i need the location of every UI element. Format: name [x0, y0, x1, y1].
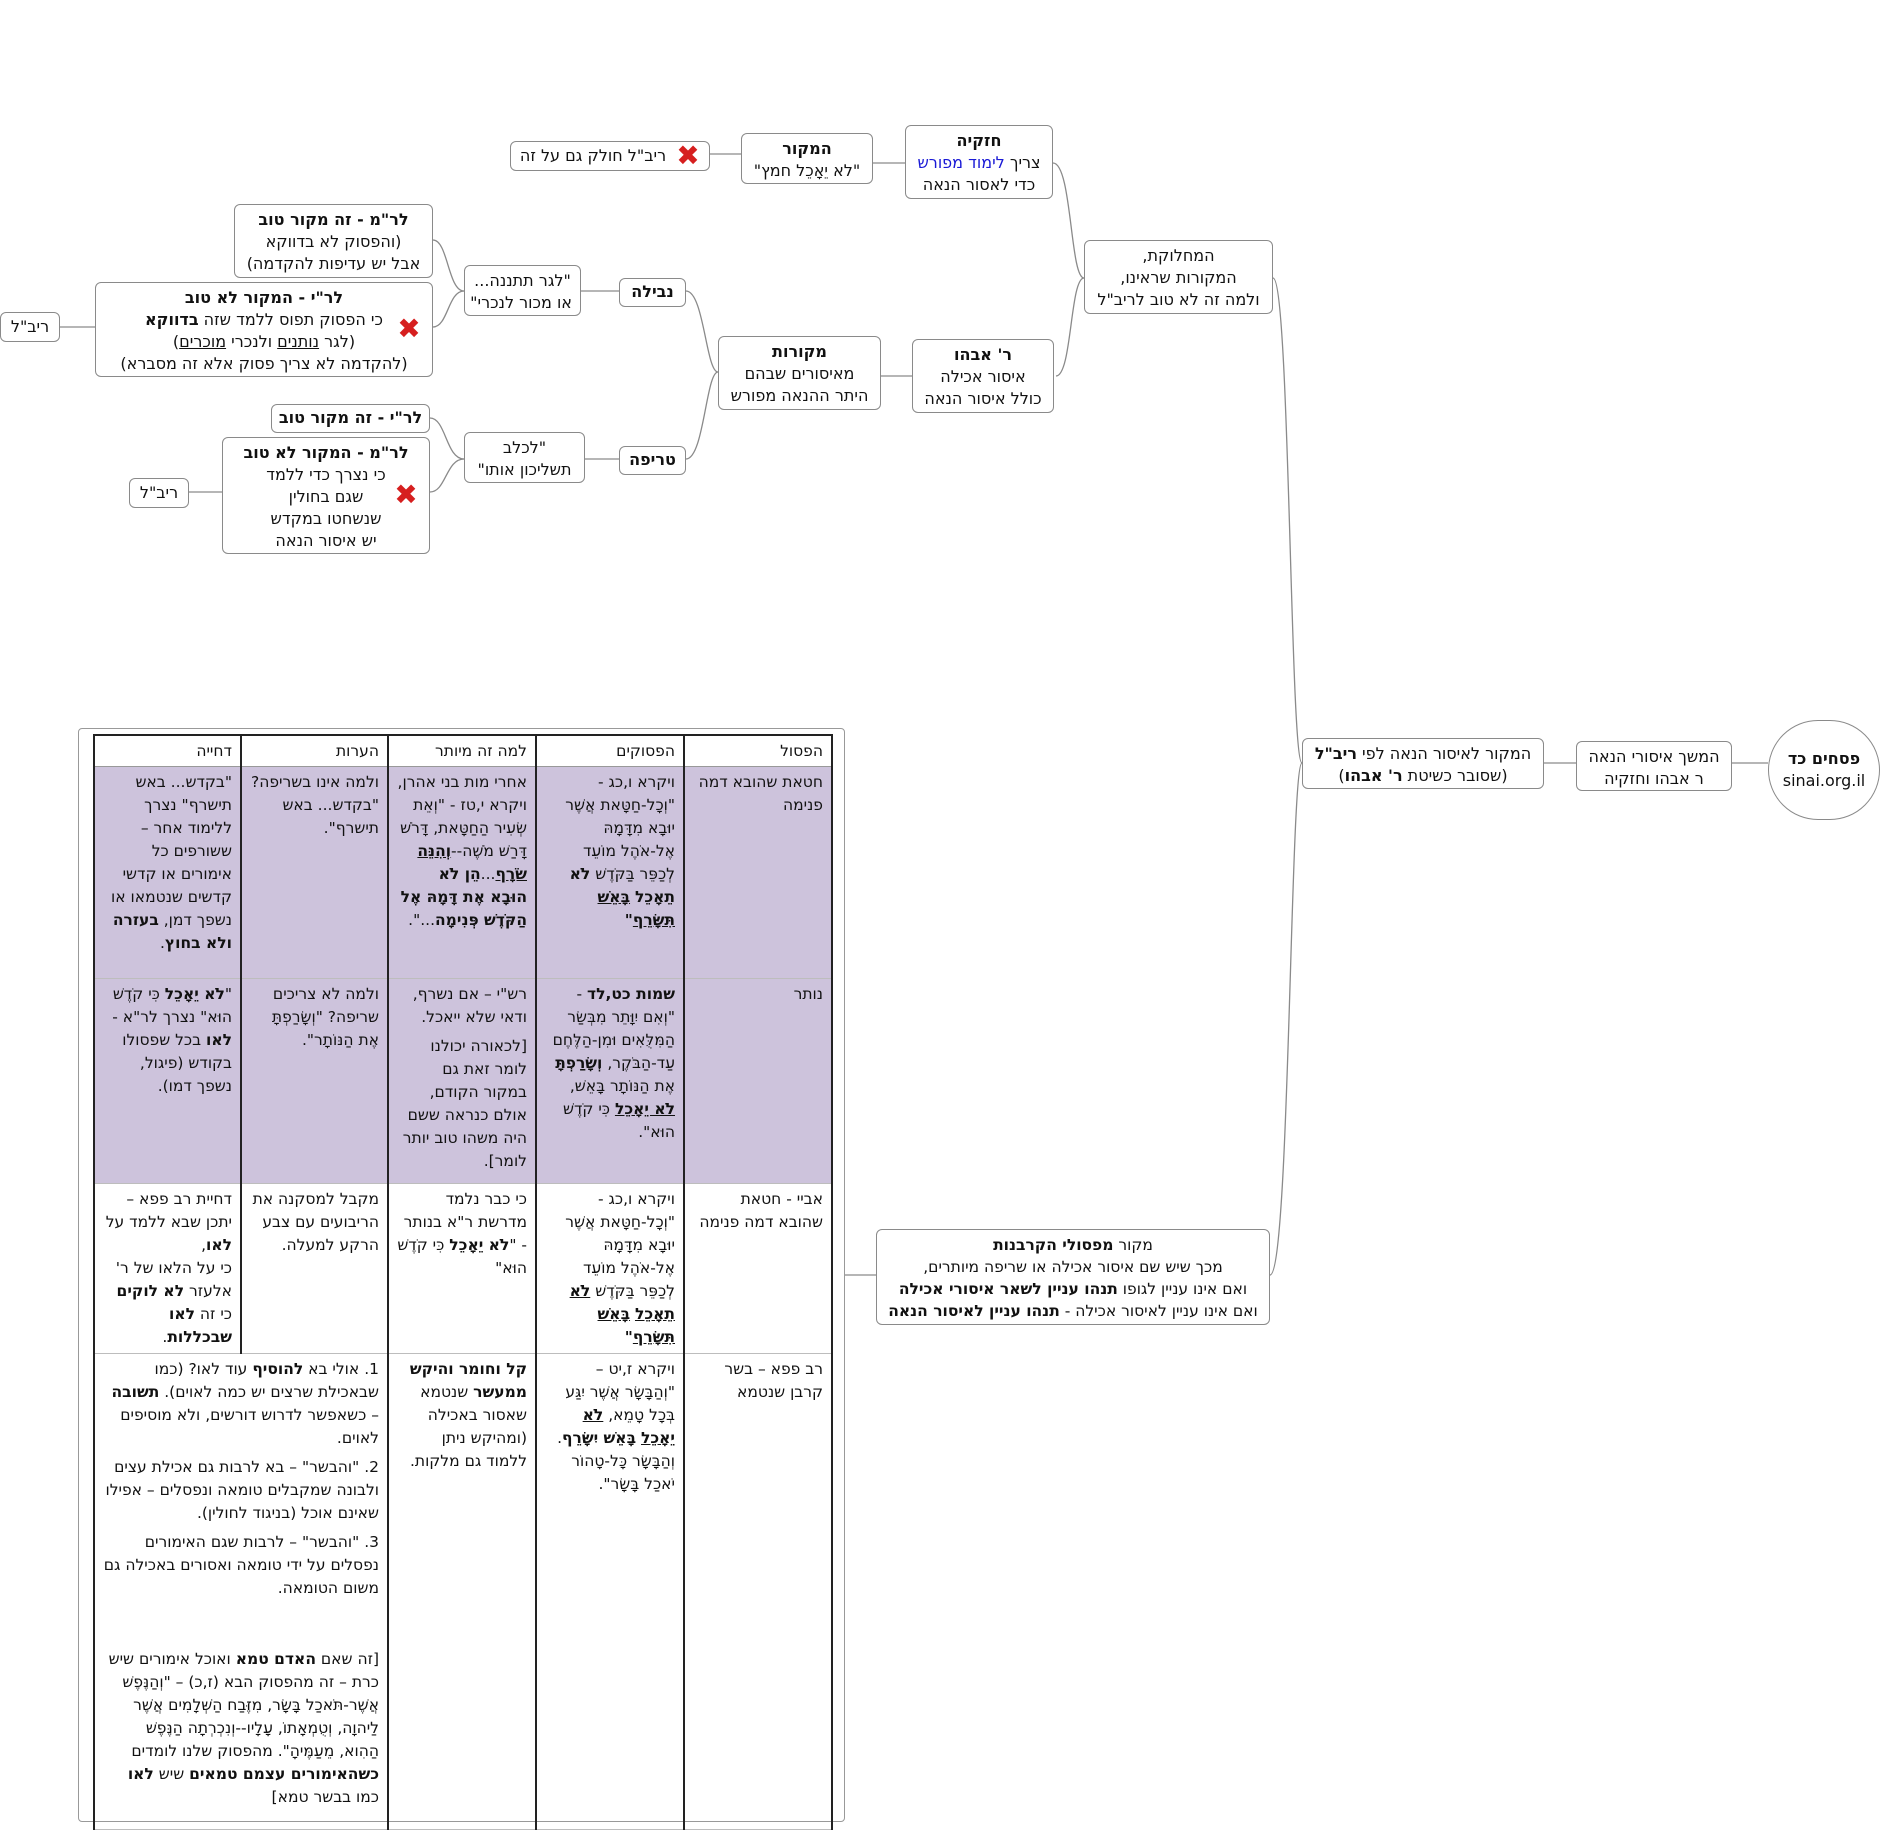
cell-haarot: ולמה אינו בשריפה? "בקדש... באש תישרף".: [241, 767, 388, 979]
header-dchiya: דחייה: [94, 735, 241, 767]
cell-pasul: אביי - חטאת שהובא דמה פנימה: [684, 1184, 832, 1354]
mekorot-node[interactable]: מקורות מאיסורים שבהם היתר ההנאה מפורש: [718, 336, 881, 410]
r-abahu-node[interactable]: ר' אבהו איסור אכילה כולל איסור הנאה: [912, 339, 1054, 413]
cell-psukim: שמות כט,לד - "וְאִם יִוָּתֵר מִבְּשַׂר הַמִּלֻּאִים וּמִן-הַלֶּחֶם עַד-הַבֹּקֶר, וְשָׂרַפְתָּ אֶת הַנּוֹתָר בָּאֵשׁ, לֹא יֵאָכֵל כִּי קֹדֶשׁ הוּא".: [536, 979, 684, 1184]
header-haarot: הערות: [241, 735, 388, 767]
root-title: פסחים כד: [1787, 749, 1861, 768]
header-pasul: הפסול: [684, 735, 832, 767]
ry-good-node[interactable]: לר"י - זה מקור טוב: [271, 404, 430, 433]
ribal-disputes-node[interactable]: ✖ ריב"ל חולק גם על זה: [510, 141, 710, 171]
source-ribal-node[interactable]: המקור לאיסור הנאה לפי ריב"ל (שסובר כשיטת ר' אבהו): [1302, 738, 1544, 789]
cell-dchiya: דחיית רב פפא – יתכן שבא ללמד על לאו, כי על הלאו של ר' אלעזר לא לוקים כי זה לאו שבכללות.: [94, 1184, 241, 1354]
table-row: [94, 979, 832, 1184]
cell-pasul: רב פפא – בשר קרבן שנטמא: [684, 1354, 832, 1830]
cell-meyuter: רש"י – אם נשרף, ודאי שלא ייאכל. [לכאורה יכולנו לומר זאת גם במקור הקודם, אולם כנראה ששם היה משהו טוב יותר לומר].: [388, 979, 536, 1184]
cell-haarot: ולמה לא צריכים שריפה? "וְשָׂרַפְתָּ אֶת הַנּוֹתָר".: [241, 979, 388, 1184]
cell-meyuter: כי כבר נלמד מדרשת ר"א בנותר - "לֹא יֵאָכֵל כִּי קֹדֶשׁ הוּא": [388, 1184, 536, 1354]
lakelev-node[interactable]: "לכלב תשליכון אותו": [464, 432, 585, 483]
rm-notgood-node[interactable]: ✖ לר"מ - המקור לא טוב כי נצרך כדי ללמד שגם בחולין שנשחטו במקדש יש איסור הנאה: [222, 437, 430, 554]
cell-psukim: ויקרא ו,כג - "וְכָל-חַטָּאת אֲשֶׁר יוּבָא מִדָּמָהּ אֶל-אֹהֶל מוֹעֵד לְכַפֵּר בַּקֹּדֶשׁ לֹא תֵאָכֵל בָּאֵשׁ תִּשָּׂרֵף": [536, 1184, 684, 1354]
root-site: sinai.org.il: [1782, 771, 1866, 790]
cell-dchiya: 1. אולי בא להוסיף עוד לאו? (כמו שבאכילת שרצים יש כמה לאוים). תשובה – כשאפשר לדרוש דורשים, ולא מוסיפים לאוים. 2. "והבשר" – בא לרבות גם אכילת עצים ולבונה שמקבלים טומאה ונפסלים – אפילו שאינם אוכל (בניגוד לחולין). 3. "והבשר" – לרבות שגם האימורים נפסלים על ידי טומאה ואסורים באכילה גם משום הטומאה. [זה שאם האדם טמא ואוכל אימורים שיש כרת – זה מהפסוק הבא (ז,כ) – "וְהַנֶּפֶשׁ אֲשֶׁר-תֹּאכַל בָּשָׂר, מִזֶּבַח הַשְּׁלָמִים אֲשֶׁר לַיהוָה, וְטֻמְאָתוֹ, עָלָיו--וְנִכְרְתָה הַנֶּפֶשׁ הַהִוא, מֵעַמֶּיהָ". מהפסוק שלנו לומדים כשהאימורים עצמם טמאים שיש לאו כמו בבשר טמא]: [94, 1354, 388, 1830]
cell-psukim: ויקרא ו,כג - "וְכָל-חַטָּאת אֲשֶׁר יוּבָא מִדָּמָהּ אֶל-אֹהֶל מוֹעֵד לְכַפֵּר בַּקֹּדֶשׁ לֹא תֵאָכֵל בָּאֵשׁ תִּשָּׂרֵף": [536, 767, 684, 979]
cell-pasul: נותר: [684, 979, 832, 1184]
table-header-row: [94, 735, 832, 767]
ribal-node-1[interactable]: ריב"ל: [0, 312, 60, 342]
table-row: [94, 1184, 832, 1354]
x-icon: ✖: [676, 139, 700, 172]
hizkiya-node[interactable]: חזקיה צריך לימוד מפורש כדי לאסור הנאה: [905, 125, 1053, 199]
table-row: [94, 1354, 832, 1830]
psulei-node[interactable]: מקור מפסולי הקרבנות מכך שיש שם איסור אכילה או שריפה מיותרים, ואם אינו עניין לגופו תנהו עניין לשאר איסורי אכילה ואם אינו עניין לאיסור אכילה - תנהו עניין לאיסור הנאה: [876, 1229, 1270, 1325]
ry-notgood-node[interactable]: ✖ לר"י - המקור לא טוב כי הפסוק תפוס ללמד שזה בדווקא (לגר נותנים ולנכרי מוכרים) (להקדמה לא צריך פסוק אלא זה מסברא): [95, 282, 433, 377]
nevela-node[interactable]: נבילה: [619, 278, 686, 307]
cell-haarot: מקבל למסקנה את הריבועים עם צבע הרקע למעלה.: [241, 1184, 388, 1354]
dispute-node[interactable]: המחלוקת, המקורות שראינו, ולמה זה לא טוב לריב"ל: [1084, 240, 1273, 314]
root-node[interactable]: [1768, 720, 1880, 820]
trefa-node[interactable]: טריפה: [619, 446, 686, 475]
continuation-node[interactable]: המשך איסורי הנאה ר אבהו וחזקיה: [1576, 741, 1732, 791]
x-icon: ✖: [394, 478, 418, 511]
x-icon: ✖: [397, 312, 421, 345]
cell-dchiya: "לֹא יֵאָכֵל כִּי קֹדֶשׁ הוּא" נצרך לר"א - לאו בכל שפסולו בקודש (פיגול, נשפך דמו).: [94, 979, 241, 1184]
cell-pasul: חטאת שהובא דמה פנימה: [684, 767, 832, 979]
rm-good-node[interactable]: לר"מ - זה מקור טוב (והפסוק לא בדווקא אבל יש עדיפות להקדמה): [234, 204, 433, 278]
lager-node[interactable]: "לגר תתננה... או מכור לנכרי": [464, 265, 581, 316]
header-psukim: הפסוקים: [536, 735, 684, 767]
hamakor-node[interactable]: המקור "לא יֵאָכֵל חמץ": [741, 133, 873, 184]
psulim-table: [93, 734, 833, 1830]
ribal-node-2[interactable]: ריב"ל: [129, 478, 189, 508]
cell-psukim: ויקרא ז,יט – "וְהַבָּשָׂר אֲשֶׁר יִגַּע בְּכָל טָמֵא, לֹא יֵאָכֵל בָּאֵשׁ יִשָּׂרֵף. וְהַבָּשָׂר כָּל-טָהוֹר יֹאכַל בָּשָׂר".: [536, 1354, 684, 1830]
cell-dchiya: "בקדש... באש תישרף" נצרך ללימוד אחר – ששורפים כל אימורים או קדשי קדשים שנטמאו או נשפך דמן, בעזרה ולא בחוץ.: [94, 767, 241, 979]
cell-meyuter: קל וחומר והיקש ממעשר שנטמא שאסור באכילה (ומהיקש ניתן ללמוד גם מלקות.: [388, 1354, 536, 1830]
table-row: [94, 767, 832, 979]
header-meyuter: למה זה מיותר: [388, 735, 536, 767]
cell-meyuter: אחרי מות בני אהרן, ויקרא י,טז - "וְאֵת שְׂעִיר הַחַטָּאת, דָּרֹשׁ דָּרַשׁ מֹשֶׁה--וְהִנֵּה שֹׂרָף...הֵן לֹא הוּבָא אֶת דָּמָהּ אֶל הַקֹּדֶשׁ פְּנִימָה...".: [388, 767, 536, 979]
